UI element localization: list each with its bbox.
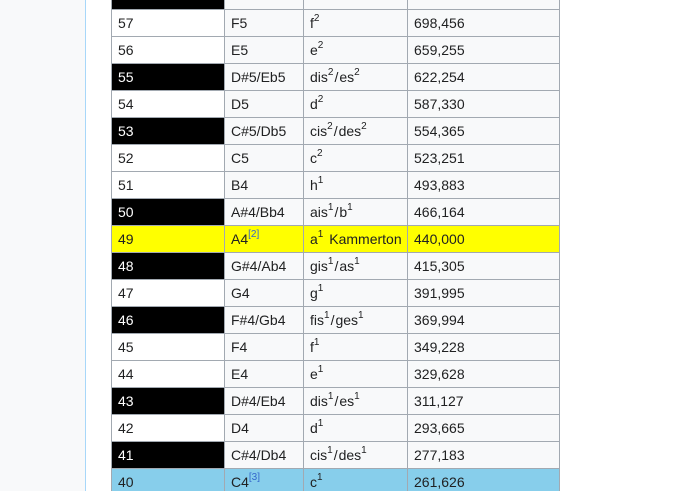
table-row <box>112 253 560 280</box>
german-name-cell: $c^2$ <box>304 145 408 172</box>
frequency-cell: 698,456 <box>408 10 560 37</box>
german-name-cell: $a^1$ Kammerton <box>304 226 408 253</box>
table-row <box>112 388 560 415</box>
table-row <box>112 145 560 172</box>
key-number-cell: 50 <box>112 199 225 226</box>
german-name-cell: $gis^1/as^1$ <box>304 253 408 280</box>
frequency-cell: 415,305 <box>408 253 560 280</box>
key-number-cell: 47 <box>112 280 225 307</box>
table-row <box>112 37 560 64</box>
reference-link[interactable]: [2] <box>248 229 260 241</box>
note-name-cell: F5 <box>225 10 304 37</box>
key-number-cell: 56 <box>112 37 225 64</box>
key-number-cell: 45 <box>112 334 225 361</box>
german-name-cell: $e^1$ <box>304 361 408 388</box>
table-row <box>112 199 560 226</box>
table-row <box>112 307 560 334</box>
note-name-cell: A4[2] <box>225 226 304 253</box>
german-name-cell: $g^1$ <box>304 280 408 307</box>
german-name-cell: cis$^1$/des$^1$ <box>304 442 408 469</box>
german-name-cell: $e^2$ <box>304 37 408 64</box>
frequency-cell: 554,365 <box>408 118 560 145</box>
german-name-cell: $dis^2/es^2$ <box>304 64 408 91</box>
frequency-cell: 369,994 <box>408 307 560 334</box>
frequency-cell: 523,251 <box>408 145 560 172</box>
frequency-cell: 493,883 <box>408 172 560 199</box>
frequency-cell: 440,000 <box>408 226 560 253</box>
german-name-cell: cis$^2$/des$^2$ <box>304 118 408 145</box>
german-name-cell: $c^1$ <box>304 469 408 491</box>
key-number-cell: 46 <box>112 307 225 334</box>
key-number-cell: 54 <box>112 91 225 118</box>
note-name-cell: F#4/Gb4 <box>225 307 304 334</box>
key-number-cell: 51 <box>112 172 225 199</box>
key-number-cell: 44 <box>112 361 225 388</box>
frequency-cell: 311,127 <box>408 388 560 415</box>
note-name-cell: C#5/Db5 <box>225 118 304 145</box>
key-number-cell: 57 <box>112 10 225 37</box>
key-number-cell: 40 <box>112 469 225 491</box>
table-row <box>112 64 560 91</box>
note-name-cell: C5 <box>225 145 304 172</box>
frequency-cell: 277,183 <box>408 442 560 469</box>
frequency-cell: 329,628 <box>408 361 560 388</box>
frequency-cell: 659,255 <box>408 37 560 64</box>
table-row <box>112 361 560 388</box>
german-name-cell: $dis^1/es^1$ <box>304 388 408 415</box>
german-name-cell: $d^2$ <box>304 91 408 118</box>
frequency-cell: 349,228 <box>408 334 560 361</box>
frequency-cell <box>408 0 560 10</box>
note-name-cell: F4 <box>225 334 304 361</box>
german-name-cell: $f^1$ <box>304 334 408 361</box>
german-name-cell: $h^1$ <box>304 172 408 199</box>
note-name-cell: D#4/Eb4 <box>225 388 304 415</box>
note-name-cell: D5 <box>225 91 304 118</box>
table-row <box>112 0 560 10</box>
table-row <box>112 442 560 469</box>
frequency-cell: 391,995 <box>408 280 560 307</box>
table-row <box>112 10 560 37</box>
note-name-cell: D#5/Eb5 <box>225 64 304 91</box>
german-name-cell: $ais^1/b^1$ <box>304 199 408 226</box>
table-row <box>112 415 560 442</box>
note-name-cell: D4 <box>225 415 304 442</box>
frequency-cell: 622,254 <box>408 64 560 91</box>
table-row <box>112 172 560 199</box>
key-number-cell: 48 <box>112 253 225 280</box>
frequency-cell: 261,626 <box>408 469 560 491</box>
table-row <box>112 118 560 145</box>
key-number-cell: 52 <box>112 145 225 172</box>
german-name-cell: $f^2$ <box>304 10 408 37</box>
table-row <box>112 226 560 253</box>
note-name-cell: G#4/Ab4 <box>225 253 304 280</box>
table-row <box>112 280 560 307</box>
key-number-cell: 41 <box>112 442 225 469</box>
frequency-cell: 293,665 <box>408 415 560 442</box>
note-name-cell: G4 <box>225 280 304 307</box>
piano-key-frequency-table <box>111 0 560 491</box>
key-number-cell: 43 <box>112 388 225 415</box>
frequency-cell: 587,330 <box>408 91 560 118</box>
note-name-cell <box>225 0 304 10</box>
german-name-cell <box>304 0 408 10</box>
note-name-cell: C#4/Db4 <box>225 442 304 469</box>
note-name-cell: E5 <box>225 37 304 64</box>
note-name-cell: C4[3] <box>225 469 304 491</box>
key-number-cell: 55 <box>112 64 225 91</box>
key-number-cell: 53 <box>112 118 225 145</box>
frequency-cell: 466,164 <box>408 199 560 226</box>
reference-link[interactable]: [3] <box>248 472 261 484</box>
german-name-cell: $d^1$ <box>304 415 408 442</box>
german-name-cell: fis$^1$/ges$^1$ <box>304 307 408 334</box>
key-number-cell: 42 <box>112 415 225 442</box>
note-name-cell: E4 <box>225 361 304 388</box>
table-row <box>112 469 560 491</box>
key-number-cell: 49 <box>112 226 225 253</box>
key-number-cell <box>112 0 225 10</box>
note-name-cell: A#4/Bb4 <box>225 199 304 226</box>
left-sidebar-margin <box>0 0 86 491</box>
note-name-cell: B4 <box>225 172 304 199</box>
table-row <box>112 334 560 361</box>
table-body <box>112 0 560 491</box>
table-row <box>112 91 560 118</box>
